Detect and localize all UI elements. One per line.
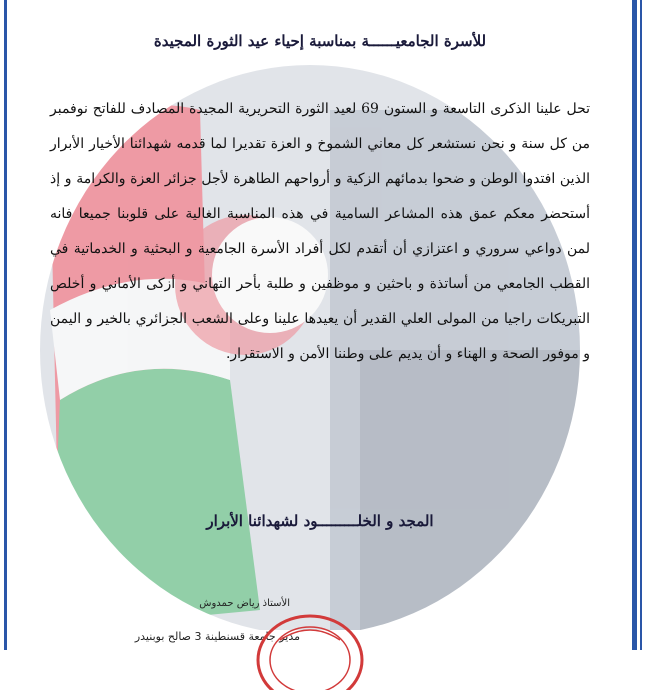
letter-body: تحل علينا الذكرى التاسعة و الستون 69 لعيد الثورة التحريرية المجيدة المصادف للفاتح نوفمبر من كل سنة و نحن نستشعر كل معاني الشموخ و العزة تقديرا لما قدمه شهدائنا الأخيار الأبرار الذين افتدوا الوطن و ضحوا بدمائهم الزكية و أرواحهم الطاهرة لأجل جزائر العزة والكرامة و إذ أستحضر معكم عمق هذه المشاعر السامية في هذه المناسبة الغالية على قلوبنا جميعا فانه لمن دواعي سروري و اعتزازي أن أتقدم لكل أفراد الأسرة الجامعية و البحثية و الخدماتية في القطب الجامعي من أساتذة و باحثين و موظفين و طلبة بأحر التهاني و أزكى الأماني و أخلص التبريكات راجيا من المولى العلي القدير أن يعيدها علينا وعلى الشعب الجزائري بالخير و اليمن و موفور الصحة و الهناء و أن يديم على وطننا الأمن و الاستقرار. xyxy=(50,101,590,362)
closing-line: المجد و الخلـــــــــود لشهدائنا الأبرار xyxy=(206,512,434,530)
right-border xyxy=(620,0,650,650)
signatory-role: مدير جامعة قسنطينة 3 صالح بوبنيدر xyxy=(134,630,300,643)
left-border xyxy=(0,0,10,650)
letter-title: للأسرة الجامعيــــــة بمناسبة إحياء عيد الثورة المجيدة xyxy=(153,32,487,50)
letter-document xyxy=(40,0,600,650)
signatory-name: الأستاذ رياض حمدوش xyxy=(199,598,290,609)
official-stamp-icon xyxy=(250,600,370,690)
